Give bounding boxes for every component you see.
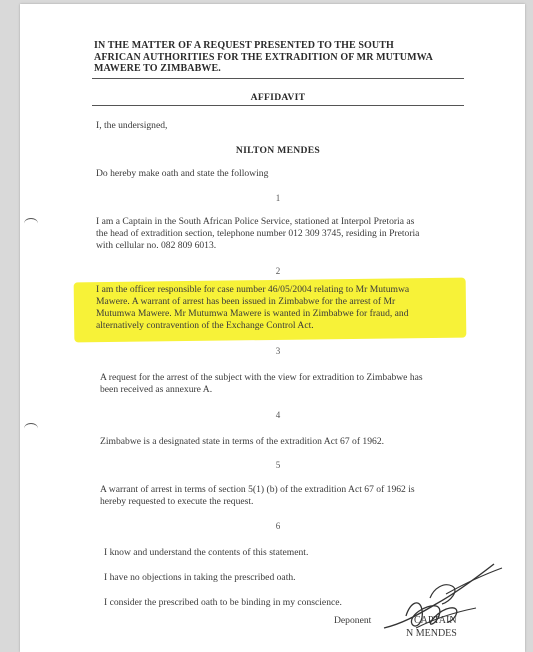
- heading-rule: [92, 78, 464, 79]
- punch-hole-mark-top: [24, 218, 38, 229]
- title-rule: [92, 105, 464, 106]
- oath-text: Do hereby make oath and state the following: [96, 168, 269, 179]
- paragraph-6-line-2: I have no objections in taking the prescribed oath.: [104, 572, 296, 583]
- paragraph-2-line-1: I am the officer responsible for case number 46/05/2004 relating to Mr Mutumwa: [96, 284, 410, 295]
- paragraph-2-line-3: Mutumwa Mawere. Mr Mutumwa Mawere is wanted in Zimbabwe for fraud, and: [96, 308, 409, 319]
- paragraph-6-line-1: I know and understand the contents of this statement.: [104, 547, 309, 558]
- paragraph-2-line-4: alternatively contravention of the Exchange Control Act.: [96, 320, 314, 331]
- heading-line-1: IN THE MATTER OF A REQUEST PRESENTED TO THE SOUTH: [94, 40, 394, 51]
- paragraph-number-2: 2: [275, 266, 281, 276]
- signature-name: N MENDES: [406, 628, 457, 639]
- paragraph-2-line-2: Mawere. A warrant of arrest has been issued in Zimbabwe for the arrest of Mr: [96, 296, 396, 307]
- affidavit-title: AFFIDAVIT: [250, 92, 306, 103]
- heading-line-3: MAWERE TO ZIMBABWE.: [94, 63, 221, 74]
- paragraph-5-line-1: A warrant of arrest in terms of section 5(1) (b) of the extradition Act 67 of 1962 is: [100, 484, 415, 495]
- paragraph-number-5: 5: [275, 460, 281, 470]
- deponent-label: Deponent: [334, 615, 372, 626]
- paragraph-3-line-1: A request for the arrest of the subject with the view for extradition to Zimbabwe has: [100, 372, 423, 383]
- paragraph-1-line-3: with cellular no. 082 809 6013.: [96, 240, 217, 251]
- paragraph-3-line-2: been received as annexure A.: [100, 384, 213, 395]
- paragraph-4-line-1: Zimbabwe is a designated state in terms of the extradition Act 67 of 1962.: [100, 436, 385, 447]
- paragraph-6-line-3: I consider the prescribed oath to be binding in my conscience.: [104, 597, 342, 608]
- paragraph-1-line-1: I am a Captain in the South African Police Service, stationed at Interpol Pretoria as: [96, 216, 415, 227]
- intro-text: I, the undersigned,: [96, 120, 168, 131]
- deponent-name: NILTON MENDES: [235, 145, 321, 156]
- paragraph-number-6: 6: [275, 521, 281, 531]
- paragraph-number-4: 4: [275, 410, 281, 420]
- paragraph-number-3: 3: [275, 346, 281, 356]
- punch-hole-mark-bottom: [24, 423, 38, 434]
- paragraph-number-1: 1: [275, 193, 281, 203]
- document-page: [20, 4, 525, 652]
- paragraph-1-line-2: the head of extradition section, telephone number 012 309 3745, residing in Pretoria: [96, 228, 420, 239]
- paragraph-5-line-2: hereby requested to execute the request.: [100, 496, 254, 507]
- heading-line-2: AFRICAN AUTHORITIES FOR THE EXTRADITION OF MR MUTUMWA: [94, 51, 433, 63]
- signature-rank: CAPTAIN: [414, 615, 457, 626]
